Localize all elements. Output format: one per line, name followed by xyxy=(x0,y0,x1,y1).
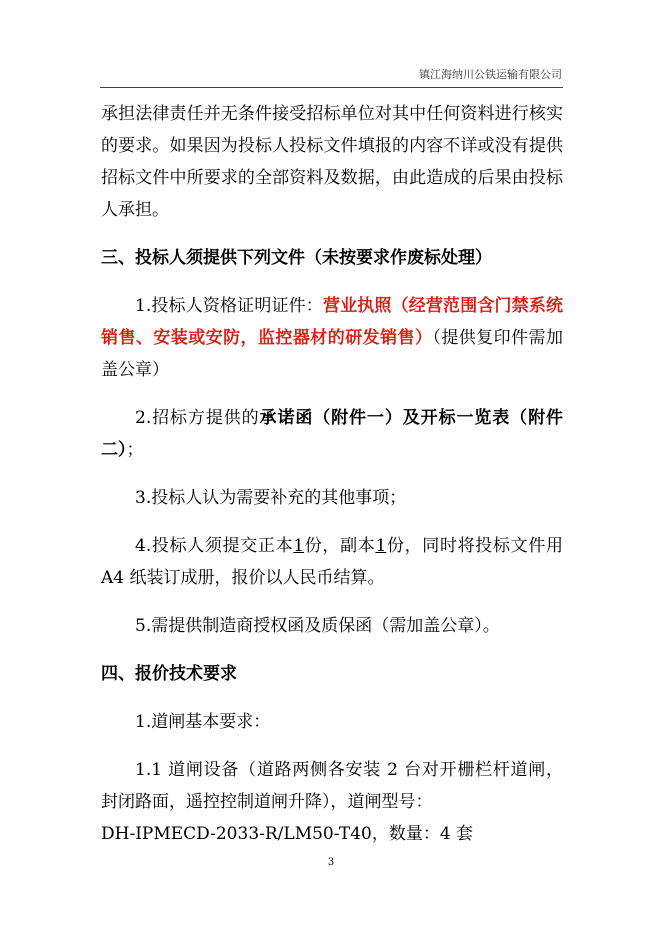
page-number: 3 xyxy=(327,857,335,868)
document-body xyxy=(101,98,563,850)
intro-paragraph: 承担法律责任并无条件接受招标单位对其中任何资料进行核实的要求。如果因为投标人投标文件填报的内容不详或没有提供招标文件中所要求的全部资料及数据，由此造成的后果由投标人承担。 xyxy=(101,104,563,220)
header-divider xyxy=(100,87,563,88)
section-3-heading: 三、投标人须提供下列文件（未按要求作废标处理） xyxy=(101,248,492,268)
header-company: 镇江海纳川公铁运输有限公司 xyxy=(419,68,562,81)
item-4-original-count: 1 xyxy=(293,536,305,556)
section-3-item-1 xyxy=(101,290,563,386)
item-2-prefix: 2.招标方提供的 xyxy=(135,408,260,428)
section-3-item-5: 5.需提供制造商授权函及质保函（需加盖公章）。 xyxy=(135,616,500,636)
item-1-highlight: 营业执照（经营范围含门禁系统销售、安装或安防，监控器材的研发销售） xyxy=(101,296,563,348)
section-4-item-1: 1.道闸基本要求： xyxy=(135,712,271,732)
section-4-item-1-1: 1.1 道闸设备（道路两侧各安装 2 台对开栅栏杆道闸，封闭路面，遥控控制道闸升降），道闸型号： xyxy=(101,760,563,812)
item-2-bold: 承诺函（附件一）及开标一览表（附件二） xyxy=(101,408,563,460)
section-4-heading: 四、报价技术要求 xyxy=(101,664,237,684)
item-2-suffix: ； xyxy=(126,440,144,460)
item-4-copy-count: 1 xyxy=(375,536,387,556)
item-4-part-2: 份，副本 xyxy=(304,536,376,556)
item-1-prefix: 1.投标人资格证明证件： xyxy=(135,296,323,316)
item-1-suffix: （提供复印件需加盖公章） xyxy=(101,328,564,380)
model-line: DH-IPMECD-2033-R/LM50-T40，数量：4 套 xyxy=(101,824,474,844)
item-4-part-3: 份，同时将投标文件用 A4 纸装订成册，报价以人民币结算。 xyxy=(101,536,563,588)
section-3-item-3: 3.投标人认为需要补充的其他事项； xyxy=(135,488,407,508)
item-4-part-1: 4.投标人须提交正本 xyxy=(135,536,294,556)
section-3-item-2 xyxy=(101,402,563,466)
section-3-item-4 xyxy=(101,530,563,594)
